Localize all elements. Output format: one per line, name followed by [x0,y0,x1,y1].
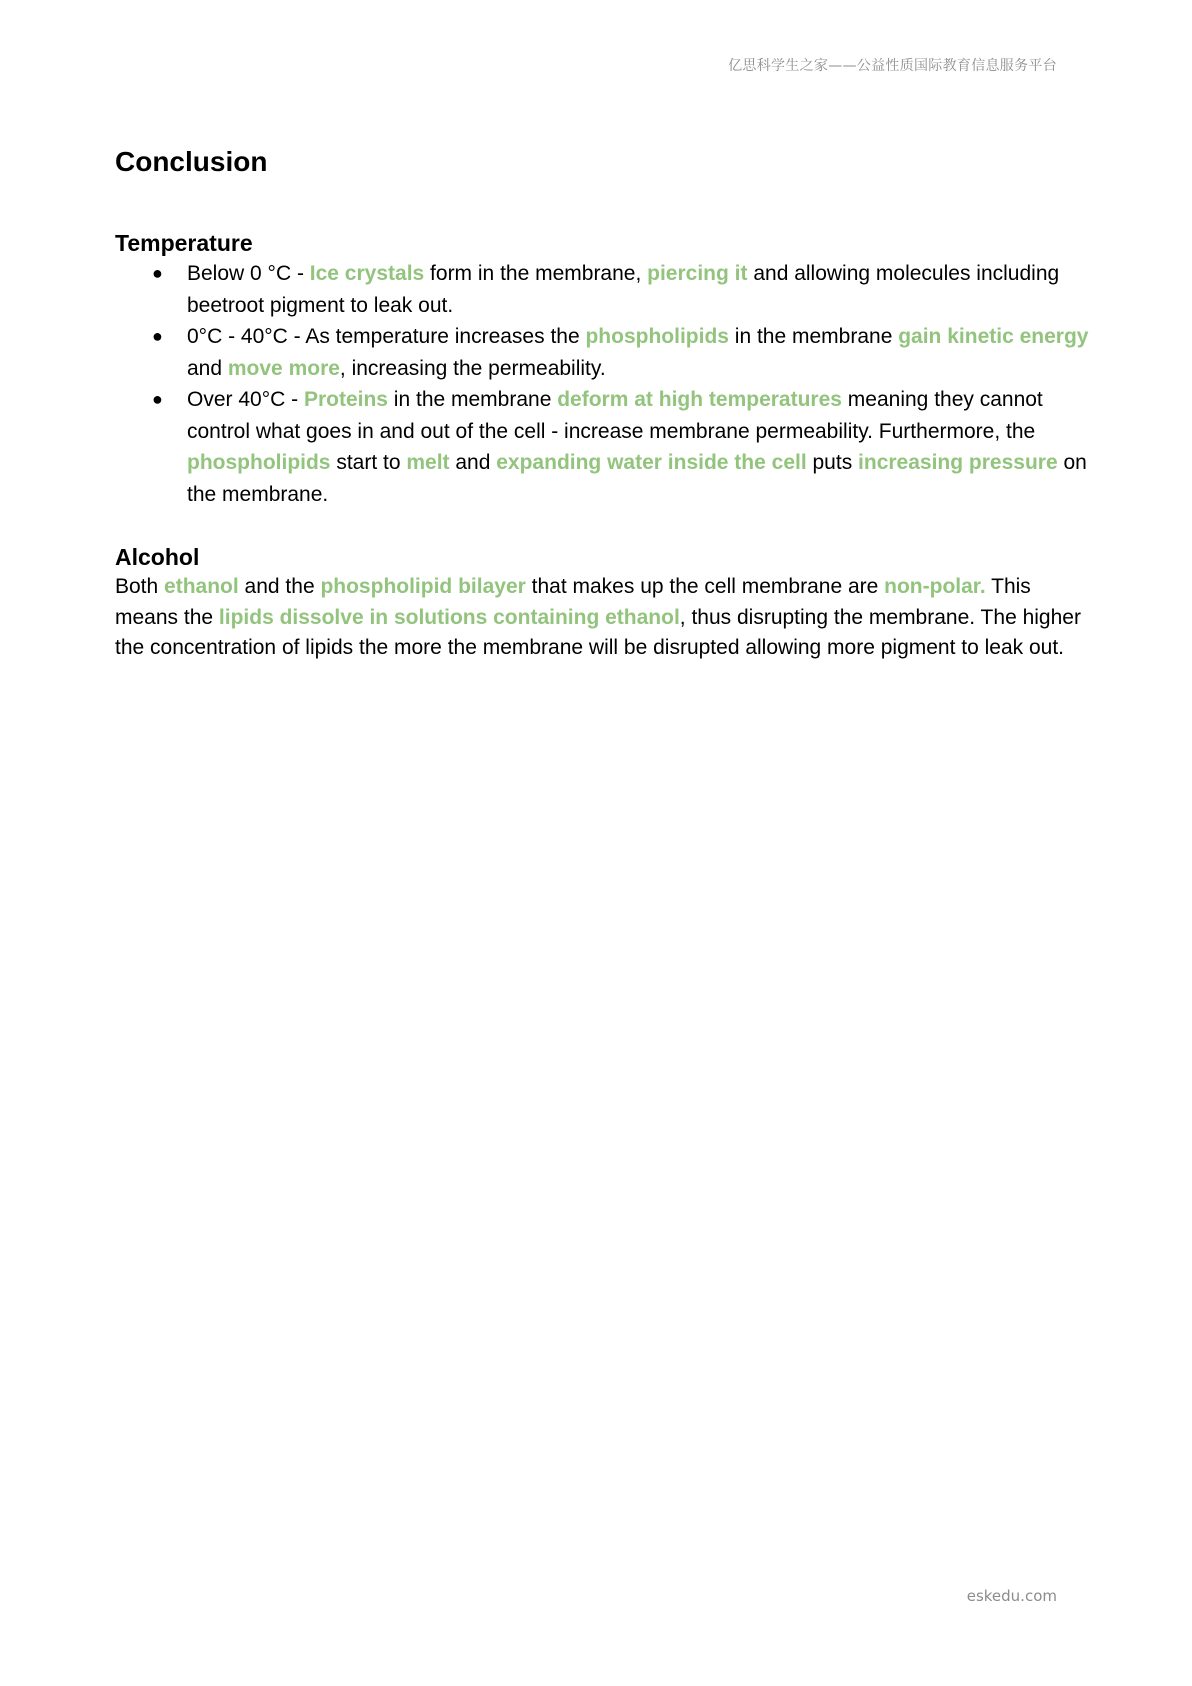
highlighted-phrase: expanding water inside the cell [496,451,807,474]
highlighted-phrase: move more [227,356,340,380]
bullet-icon: ● [152,389,163,409]
highlighted-phrase: gain kinetic energy [898,325,1089,348]
page-title: Conclusion [115,146,268,177]
text-run: in the membrane [387,388,558,411]
text-run: 0°C - 40°C - As temperature increases the [187,325,586,348]
temperature-bullet-list [115,258,1095,510]
text-run: Both [115,575,165,598]
highlighted-phrase: phospholipid bilayer [320,575,526,598]
text-run: and [449,451,497,474]
text-run: start to [330,451,407,474]
alcohol-section [115,542,1095,664]
footer-site-text: eskedu.com [966,1587,1057,1605]
text-run: , increasing the permeability. [339,356,606,380]
bullet-icon: ● [152,326,163,346]
highlighted-phrase: piercing it [647,262,748,285]
text-run: and [187,356,228,380]
highlighted-phrase: melt [406,451,450,474]
rich-text [187,388,1087,506]
text-run: form in the membrane, [424,262,648,285]
text-run: puts [806,451,859,474]
text-run: , thus disrupting the membrane. The higher the concentration of lipids the more the membrane will be disrupted allowing more pigment to leak out. [115,605,1081,659]
alcohol-paragraph [115,572,1095,664]
text-run: This means the [115,575,1031,629]
text-run: Below 0 °C - [187,262,310,285]
text-run: and allowing molecules including beetroot pigment to leak out. [187,262,1060,317]
text-run: in the membrane [728,325,899,348]
header-watermark-text: 亿思科学生之家——公益性质国际教育信息服务平台 [728,58,1057,74]
list-item [115,258,1095,321]
text-run: meaning they cannot control what goes in and out of the cell - increase membrane permeability. Furthermore, the [187,388,1043,443]
highlighted-phrase: phospholipids [585,325,729,348]
temperature-heading: Temperature [115,230,253,256]
rich-text [187,262,1059,317]
list-item [115,321,1095,384]
highlighted-phrase: deform at high temperatures [557,388,842,411]
bullet-icon: ● [152,263,163,283]
text-run: Over 40°C - [187,388,304,411]
highlighted-phrase: phospholipids [187,451,331,474]
rich-text [187,325,1088,380]
highlighted-phrase: lipids dissolve in solutions containing ethanol [218,605,680,629]
text-run: on the membrane. [187,451,1087,506]
document-body [115,140,1095,664]
highlighted-phrase: non-polar. [884,575,986,598]
alcohol-heading: Alcohol [115,544,200,570]
highlighted-phrase: increasing pressure [858,451,1058,474]
highlighted-phrase: Proteins [303,388,388,411]
highlighted-phrase: Ice crystals [309,262,425,285]
text-run: that makes up the cell membrane are [525,575,885,598]
highlighted-phrase: ethanol [164,575,239,598]
temperature-section [115,228,1095,510]
text-run: and the [238,575,321,598]
list-item [115,384,1095,510]
